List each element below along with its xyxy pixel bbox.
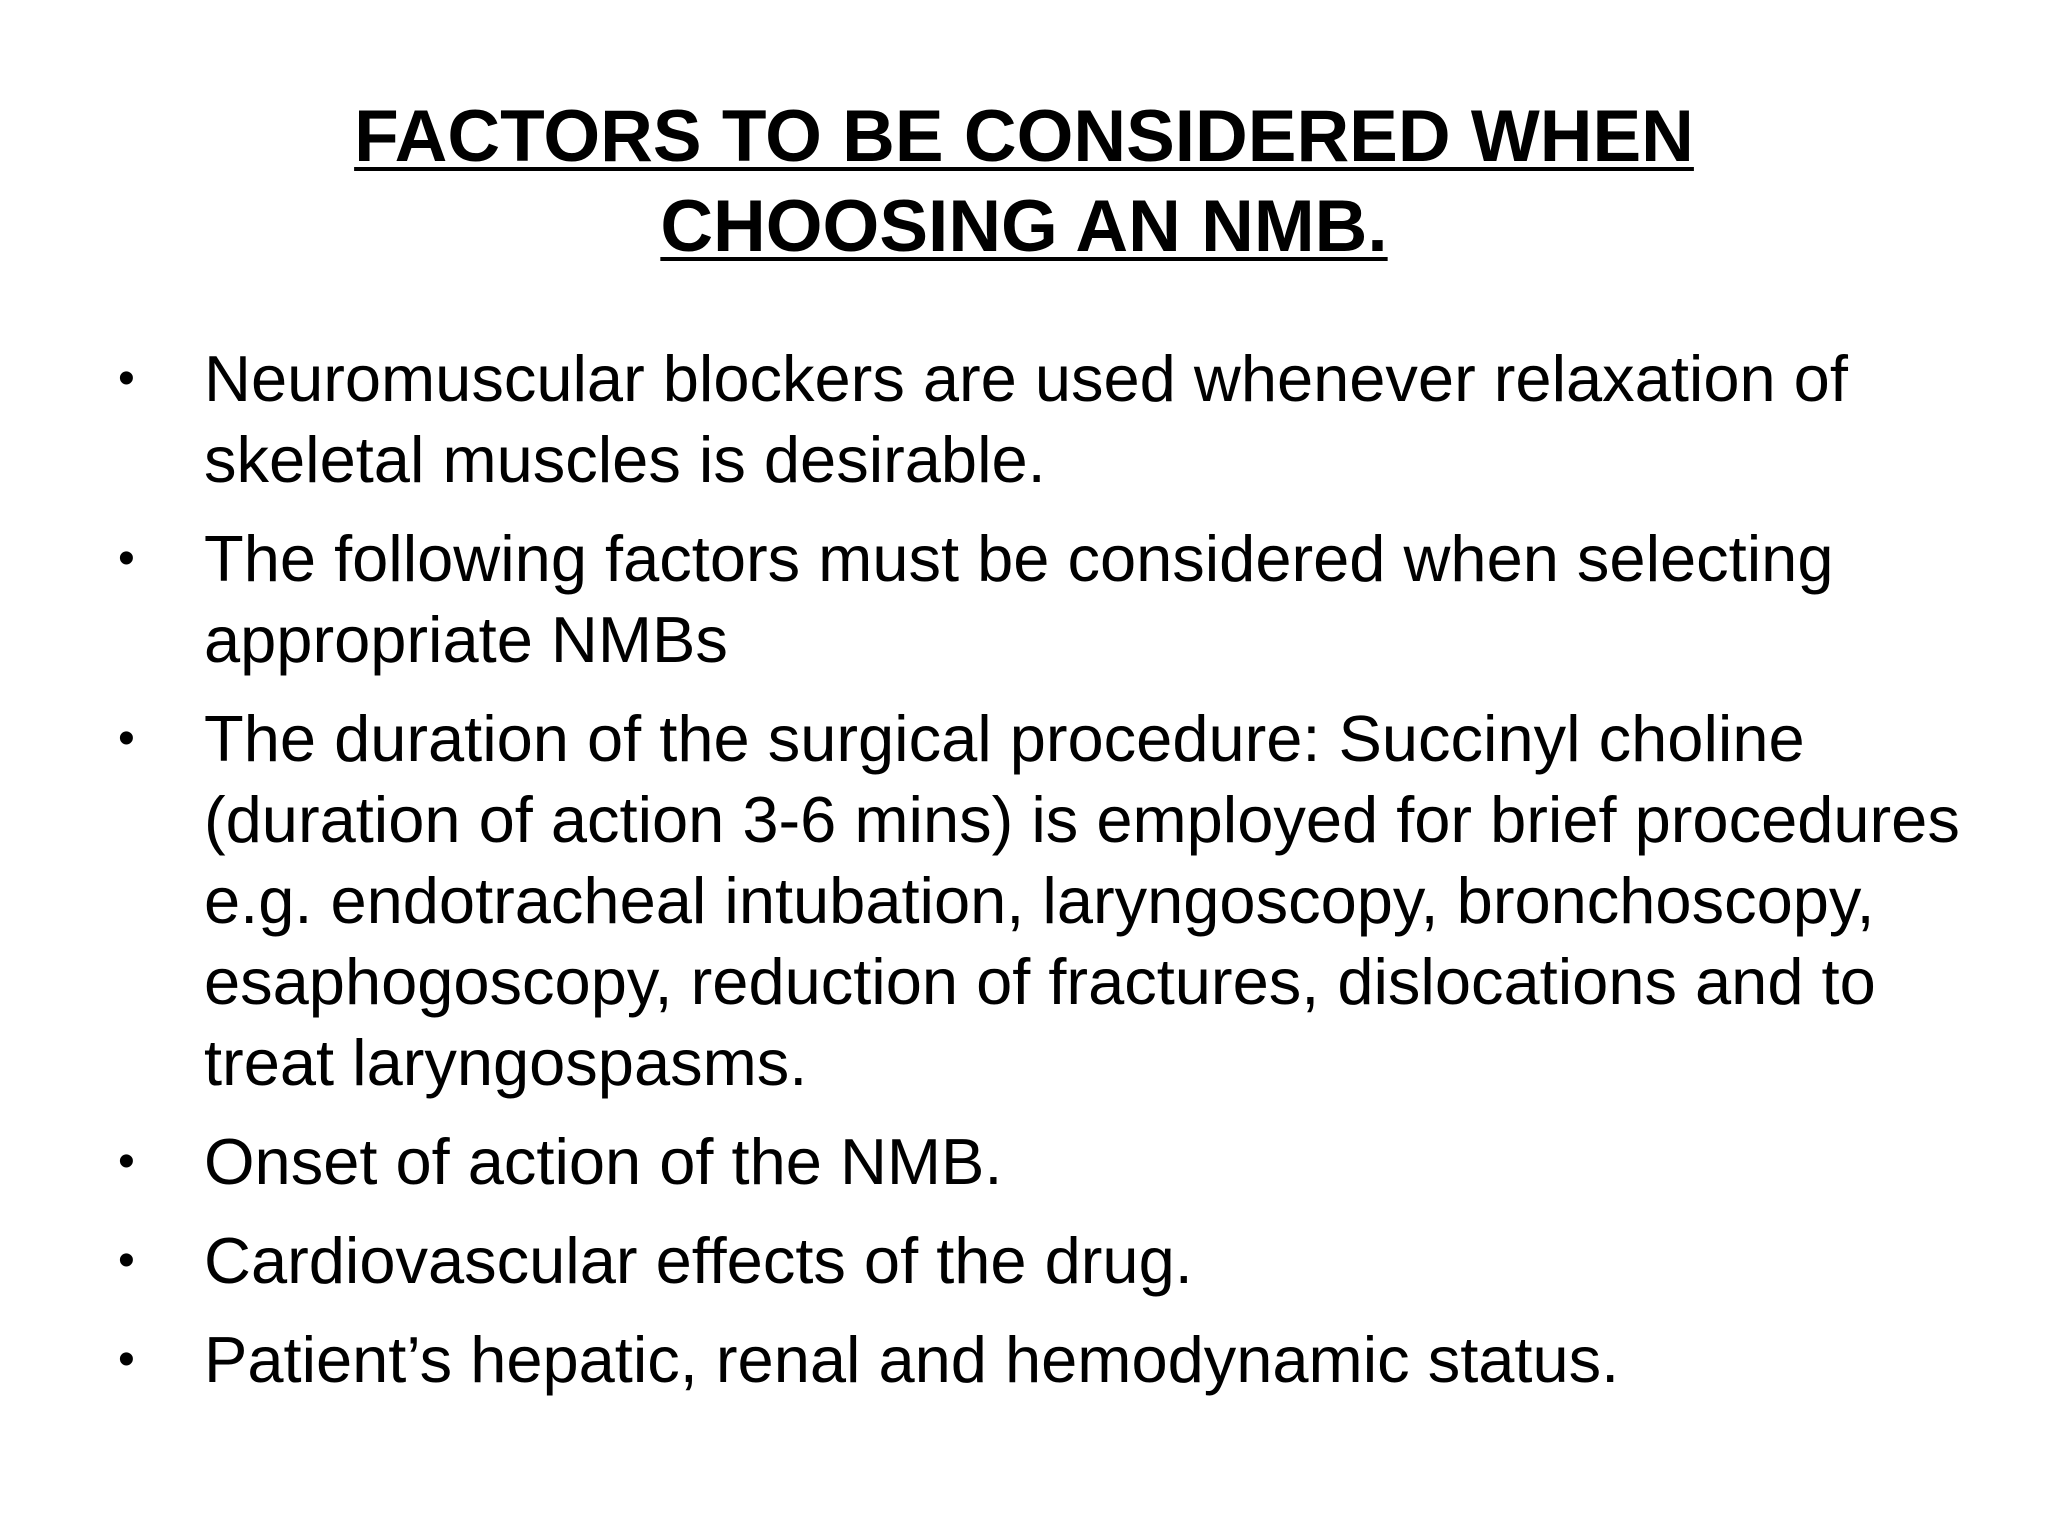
bullet-dot-icon: •: [118, 1135, 135, 1188]
bullet-text: Patient’s hepatic, renal and hemodynamic status.: [204, 1323, 1620, 1396]
bullet-dot-icon: •: [118, 352, 135, 405]
bullet-item: [118, 518, 1978, 680]
slide-title: FACTORS TO BE CONSIDERED WHEN CHOOSING AN NMB.: [354, 96, 1694, 267]
bullet-item: [118, 338, 1978, 500]
bullet-text: Neuromuscular blockers are used whenever relaxation of skeletal muscles is desirable.: [204, 342, 1848, 496]
bullet-text: Cardiovascular effects of the drug.: [204, 1224, 1193, 1297]
bullet-item: [118, 698, 1978, 1103]
bullet-item: [118, 1220, 1978, 1301]
bullet-text: Onset of action of the NMB.: [204, 1125, 1003, 1198]
bullet-text: The duration of the surgical procedure: Succinyl choline (duration of action 3-6 mins) is employed for brief procedures e.g. endotracheal intubation, laryngoscopy, bronchoscopy, esaphogoscopy, reduction of fractures, dislocations and to treat laryngospasms.: [204, 702, 1960, 1099]
bullet-item: [118, 1319, 1978, 1400]
bullet-list: [118, 338, 1978, 1418]
bullet-item: [118, 1121, 1978, 1202]
bullet-dot-icon: •: [118, 1333, 135, 1386]
bullet-dot-icon: •: [118, 532, 135, 585]
bullet-dot-icon: •: [118, 712, 135, 765]
bullet-dot-icon: •: [118, 1234, 135, 1287]
bullet-text: The following factors must be considered when selecting appropriate NMBs: [204, 522, 1834, 676]
